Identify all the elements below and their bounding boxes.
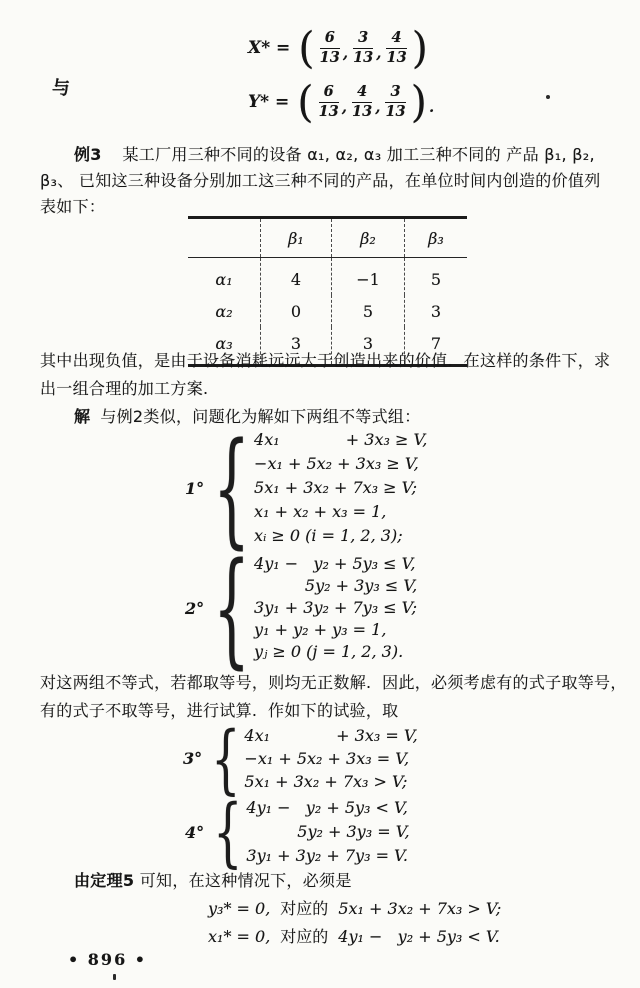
system-lines	[254, 428, 427, 548]
example-label: 例3	[74, 145, 102, 164]
formula-y-star	[248, 76, 435, 127]
system-label: 3°	[183, 749, 203, 768]
comma-separator: ,	[375, 98, 381, 117]
example-line1: 某工厂用三种不同的设备 α₁, α₂, α₃ 加工三种不同的 产品 β₁, β₂,	[111, 145, 595, 164]
equation-line: 5y₂ + 3y₃ = V,	[246, 822, 410, 841]
left-brace: {	[213, 414, 251, 562]
solution-text: 与例2类似，问题化为解如下两组不等式组：	[100, 407, 421, 426]
comma-separator: ,	[342, 44, 349, 63]
table-row	[188, 295, 467, 327]
equation-line: x₁ + x₂ + x₃ = 1,	[254, 502, 387, 521]
corresponding-label: 对应的	[280, 899, 329, 918]
left-brace: {	[213, 788, 243, 876]
formula-x-lhs: X* =	[248, 38, 291, 59]
equation-line: −x₁ + 5x₂ + 3x₃ = V,	[244, 749, 410, 768]
fraction	[320, 30, 340, 66]
fraction	[319, 84, 339, 120]
table-cell: 5	[332, 295, 405, 327]
value-table	[188, 216, 467, 367]
fraction	[353, 30, 373, 66]
left-brace: {	[213, 534, 251, 682]
equation-segment: x₁* = 0,	[208, 927, 271, 946]
table-cell: 0	[261, 295, 332, 327]
numerator: 3	[353, 30, 373, 49]
conjunction-text: 与	[52, 78, 70, 99]
row-label: α₃	[215, 333, 233, 353]
trial-paragraph-line2: 有的式子不取等号，进行试算. 作如下的试验，取	[40, 701, 399, 720]
table-cell: 4	[261, 258, 332, 296]
formula-y-lhs: Y* =	[248, 92, 290, 113]
equation-line: 4x₁ + 3x₃ = V,	[244, 726, 418, 745]
conclusion-equation-2	[208, 924, 500, 947]
example-paragraph-line	[40, 142, 595, 165]
equation-line: 5x₁ + 3x₂ + 7x₃ ≥ V;	[254, 478, 417, 497]
fraction	[352, 84, 372, 120]
comma-separator: ,	[376, 44, 382, 63]
conclusion-intro-text: 可知，在这种情况下，必须是	[134, 871, 352, 890]
equation-line: 3y₁ + 3y₂ + 7y₃ = V.	[246, 846, 408, 865]
numerator: 6	[319, 84, 339, 103]
inequality-system-4	[185, 788, 410, 876]
example-line3: 表如下：	[40, 197, 106, 216]
system-label: 4°	[185, 822, 205, 842]
equation-line: 4x₁ + 3x₃ ≥ V,	[254, 430, 428, 449]
left-brace: {	[211, 714, 241, 803]
table-cell: 3	[332, 327, 405, 366]
conclusion-equation-1	[208, 896, 501, 919]
row-label: α₂	[215, 301, 233, 321]
equation-line: 3y₁ + 3y₂ + 7y₃ ≤ V;	[254, 598, 418, 617]
equation-line: −x₁ + 5x₂ + 3x₃ ≥ V,	[254, 454, 419, 473]
right-paren: )	[411, 22, 429, 73]
table-corner-cell	[188, 218, 261, 258]
conclusion-intro	[40, 868, 352, 891]
left-paren: (	[297, 76, 314, 127]
equation-line: 4y₁ − y₂ + 5y₃ ≤ V,	[254, 554, 416, 573]
system-label: 2°	[185, 598, 205, 618]
page-number: • 896 •	[68, 950, 147, 969]
formula-x-star	[248, 22, 430, 73]
comma-separator: ,	[341, 98, 348, 117]
corresponding-label: 对应的	[280, 927, 329, 946]
numerator: 6	[320, 30, 340, 49]
table-cell: −1	[332, 258, 405, 296]
table-cell: 3	[261, 327, 332, 366]
table-row	[188, 258, 467, 296]
negative-paragraph-line1: 其中出现负值，是由于设备消耗远远大于创造出来的价值. 在这样的条件下，求	[40, 351, 611, 370]
system-label: 1°	[185, 478, 205, 498]
table-cell: 7	[405, 327, 468, 366]
fraction	[385, 84, 405, 120]
column-header: β₁	[261, 218, 332, 258]
denominator: 13	[319, 48, 340, 66]
equation-line: xᵢ ≥ 0 (i = 1, 2, 3);	[254, 526, 403, 545]
system-lines	[244, 724, 417, 793]
numerator: 3	[385, 84, 405, 103]
denominator: 13	[353, 48, 374, 66]
system-lines	[254, 553, 417, 663]
equation-line: 5x₁ + 3x₂ + 7x₃ > V;	[244, 772, 408, 791]
table-cell: 5	[405, 258, 468, 296]
equation-line: y₁ + y₂ + y₃ = 1,	[254, 620, 387, 639]
left-paren: (	[298, 22, 315, 73]
ink-speck	[546, 95, 550, 99]
example-line2: β₃、 已知这三种设备分别加工这三种不同的产品，在单位时间内创造的价值列	[40, 171, 601, 190]
row-label: α₁	[215, 269, 233, 289]
solution-label: 解	[74, 407, 91, 426]
fraction	[386, 30, 406, 66]
ink-speck	[113, 974, 116, 980]
denominator: 13	[386, 48, 407, 66]
equation-segment: y₃* = 0,	[208, 899, 271, 918]
denominator: 13	[385, 102, 406, 120]
denominator: 13	[318, 102, 339, 120]
numerator: 4	[386, 30, 406, 49]
denominator: 13	[352, 102, 373, 120]
negative-paragraph-line2: 出一组合理的加工方案.	[40, 379, 209, 398]
trial-paragraph-line1: 对这两组不等式，若都取等号，则均无正数解. 因此，必须考虑有的式子取等号，	[40, 673, 627, 692]
equation-line: 5y₂ + 3y₃ ≤ V,	[254, 576, 418, 595]
equation-line: yⱼ ≥ 0 (j = 1, 2, 3).	[254, 642, 404, 661]
formula-tail: .	[429, 98, 435, 117]
column-header: β₃	[405, 218, 468, 258]
column-header: β₂	[332, 218, 405, 258]
theorem-reference: 由定理5	[74, 871, 135, 890]
table-cell: 3	[405, 295, 468, 327]
system-lines	[246, 796, 409, 868]
table-header-row	[188, 218, 467, 258]
inequality-system-1	[185, 414, 428, 562]
numerator: 4	[352, 84, 372, 103]
equation-segment: 4y₁ − y₂ + 5y₃ < V.	[338, 927, 500, 946]
equation-segment: 5x₁ + 3x₂ + 7x₃ > V;	[338, 899, 502, 918]
equation-line: 4y₁ − y₂ + 5y₃ < V,	[246, 798, 408, 817]
right-paren: )	[410, 76, 428, 127]
inequality-system-3	[183, 714, 418, 803]
